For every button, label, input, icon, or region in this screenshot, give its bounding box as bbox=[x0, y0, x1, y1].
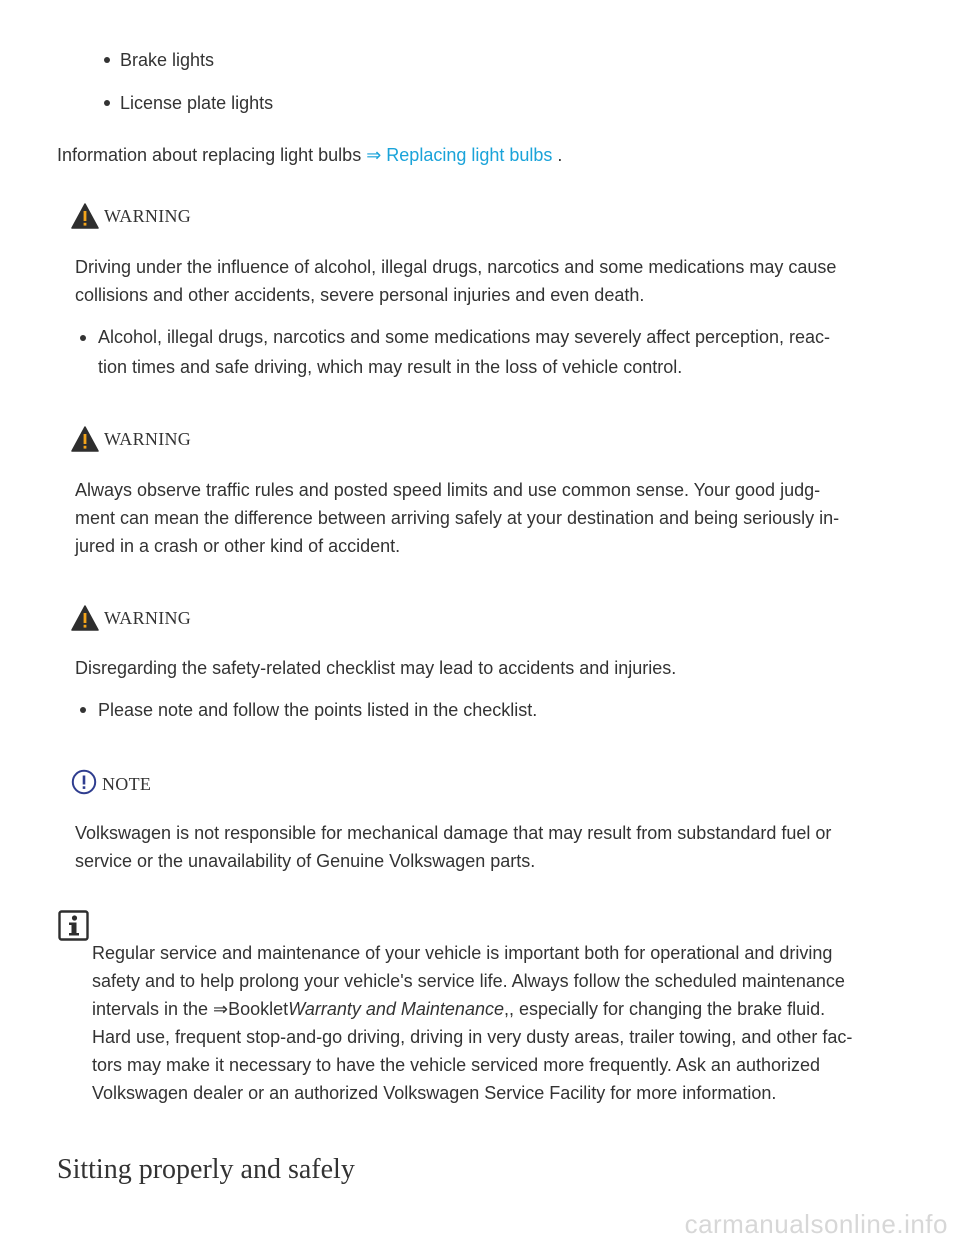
warning-body bbox=[75, 476, 839, 560]
note-body bbox=[75, 819, 831, 875]
link-arrow[interactable]: ⇒ bbox=[366, 145, 382, 165]
info-box-line-text: ,, especially for changing the brake fluid. bbox=[503, 999, 826, 1019]
info-box-line: Hard use, frequent stop-and-go driving, driving in very dusty areas, trailer towing, and other fac- bbox=[92, 1027, 853, 1047]
info-box-line: tors may make it necessary to have the vehicle serviced more frequently. Ask an authorized bbox=[92, 1055, 821, 1075]
list-item bbox=[104, 46, 214, 74]
list-item-text: License plate lights bbox=[120, 93, 274, 113]
warning-title: WARNING bbox=[104, 428, 192, 449]
warning-header bbox=[71, 605, 191, 631]
replacing-light-bulbs-link[interactable]: Replacing light bulbs bbox=[386, 145, 553, 165]
warning-header bbox=[71, 426, 191, 452]
warning-body-line: Always observe traffic rules and posted speed limits and use common sense. Your good judg- bbox=[75, 480, 821, 500]
warning-triangle-icon bbox=[71, 605, 99, 631]
warning-triangle-icon bbox=[71, 426, 99, 452]
info-box-body bbox=[92, 939, 852, 1107]
warning-bullet-line: Alcohol, illegal drugs, narcotics and some medications may severely affect perception, reac- bbox=[98, 327, 831, 347]
info-line bbox=[57, 141, 562, 169]
warning-body-line: jured in a crash or other kind of accident. bbox=[75, 536, 401, 556]
warning-triangle-icon bbox=[71, 203, 99, 229]
warning-body bbox=[75, 654, 676, 682]
warning-header bbox=[71, 203, 191, 229]
info-box-line bbox=[92, 995, 852, 1023]
warning-bullet bbox=[80, 322, 830, 382]
warning-bullet bbox=[80, 696, 537, 724]
info-box-line-text: intervals in the ⇒Booklet bbox=[92, 999, 289, 1019]
note-body-line: Volkswagen is not responsible for mechanical damage that may result from substandard fuel or bbox=[75, 823, 832, 843]
info-box-line: Regular service and maintenance of your vehicle is important both for operational and driving bbox=[92, 943, 833, 963]
info-box-line: Volkswagen dealer or an authorized Volkswagen Service Facility for more information. bbox=[92, 1083, 777, 1103]
info-line-tail: . bbox=[552, 145, 563, 165]
warning-title: WARNING bbox=[104, 607, 192, 628]
bullet-dot bbox=[80, 707, 86, 713]
warning-body-line: Driving under the influence of alcohol, illegal drugs, narcotics and some medications may cause bbox=[75, 257, 837, 277]
note-body-line: service or the unavailability of Genuine Volkswagen parts. bbox=[75, 851, 536, 871]
list-item bbox=[104, 89, 273, 117]
info-line-text: Information about replacing light bulbs bbox=[57, 145, 367, 165]
warning-title: WARNING bbox=[104, 205, 192, 226]
warning-body-line: collisions and other accidents, severe personal injuries and even death. bbox=[75, 285, 645, 305]
bullet-dot bbox=[104, 57, 110, 63]
warning-bullet-line: tion times and safe driving, which may result in the loss of vehicle control. bbox=[98, 357, 683, 377]
exclamation-circle-icon bbox=[71, 769, 97, 795]
info-box-line: safety and to help prolong your vehicle's service life. Always follow the scheduled maintenance bbox=[92, 971, 845, 991]
warning-body-line: ment can mean the difference between arriving safely at your destination and being seriously in- bbox=[75, 508, 840, 528]
warning-body-line: Disregarding the safety-related checklist may lead to accidents and injuries. bbox=[75, 658, 677, 678]
watermark: carmanualsonline.info bbox=[684, 1209, 948, 1239]
list-item-text: Brake lights bbox=[120, 50, 215, 70]
bullet-dot bbox=[80, 335, 86, 341]
bullet-dot bbox=[104, 100, 110, 106]
note-header bbox=[71, 768, 151, 795]
warning-body bbox=[75, 253, 836, 309]
note-title: NOTE bbox=[102, 774, 152, 794]
info-box-icon bbox=[58, 910, 89, 941]
warranty-booklet-title: Warranty and Maintenance bbox=[288, 999, 504, 1019]
section-heading: Sitting properly and safely bbox=[57, 1154, 355, 1185]
warning-bullet-line: Please note and follow the points listed in the checklist. bbox=[98, 700, 538, 720]
